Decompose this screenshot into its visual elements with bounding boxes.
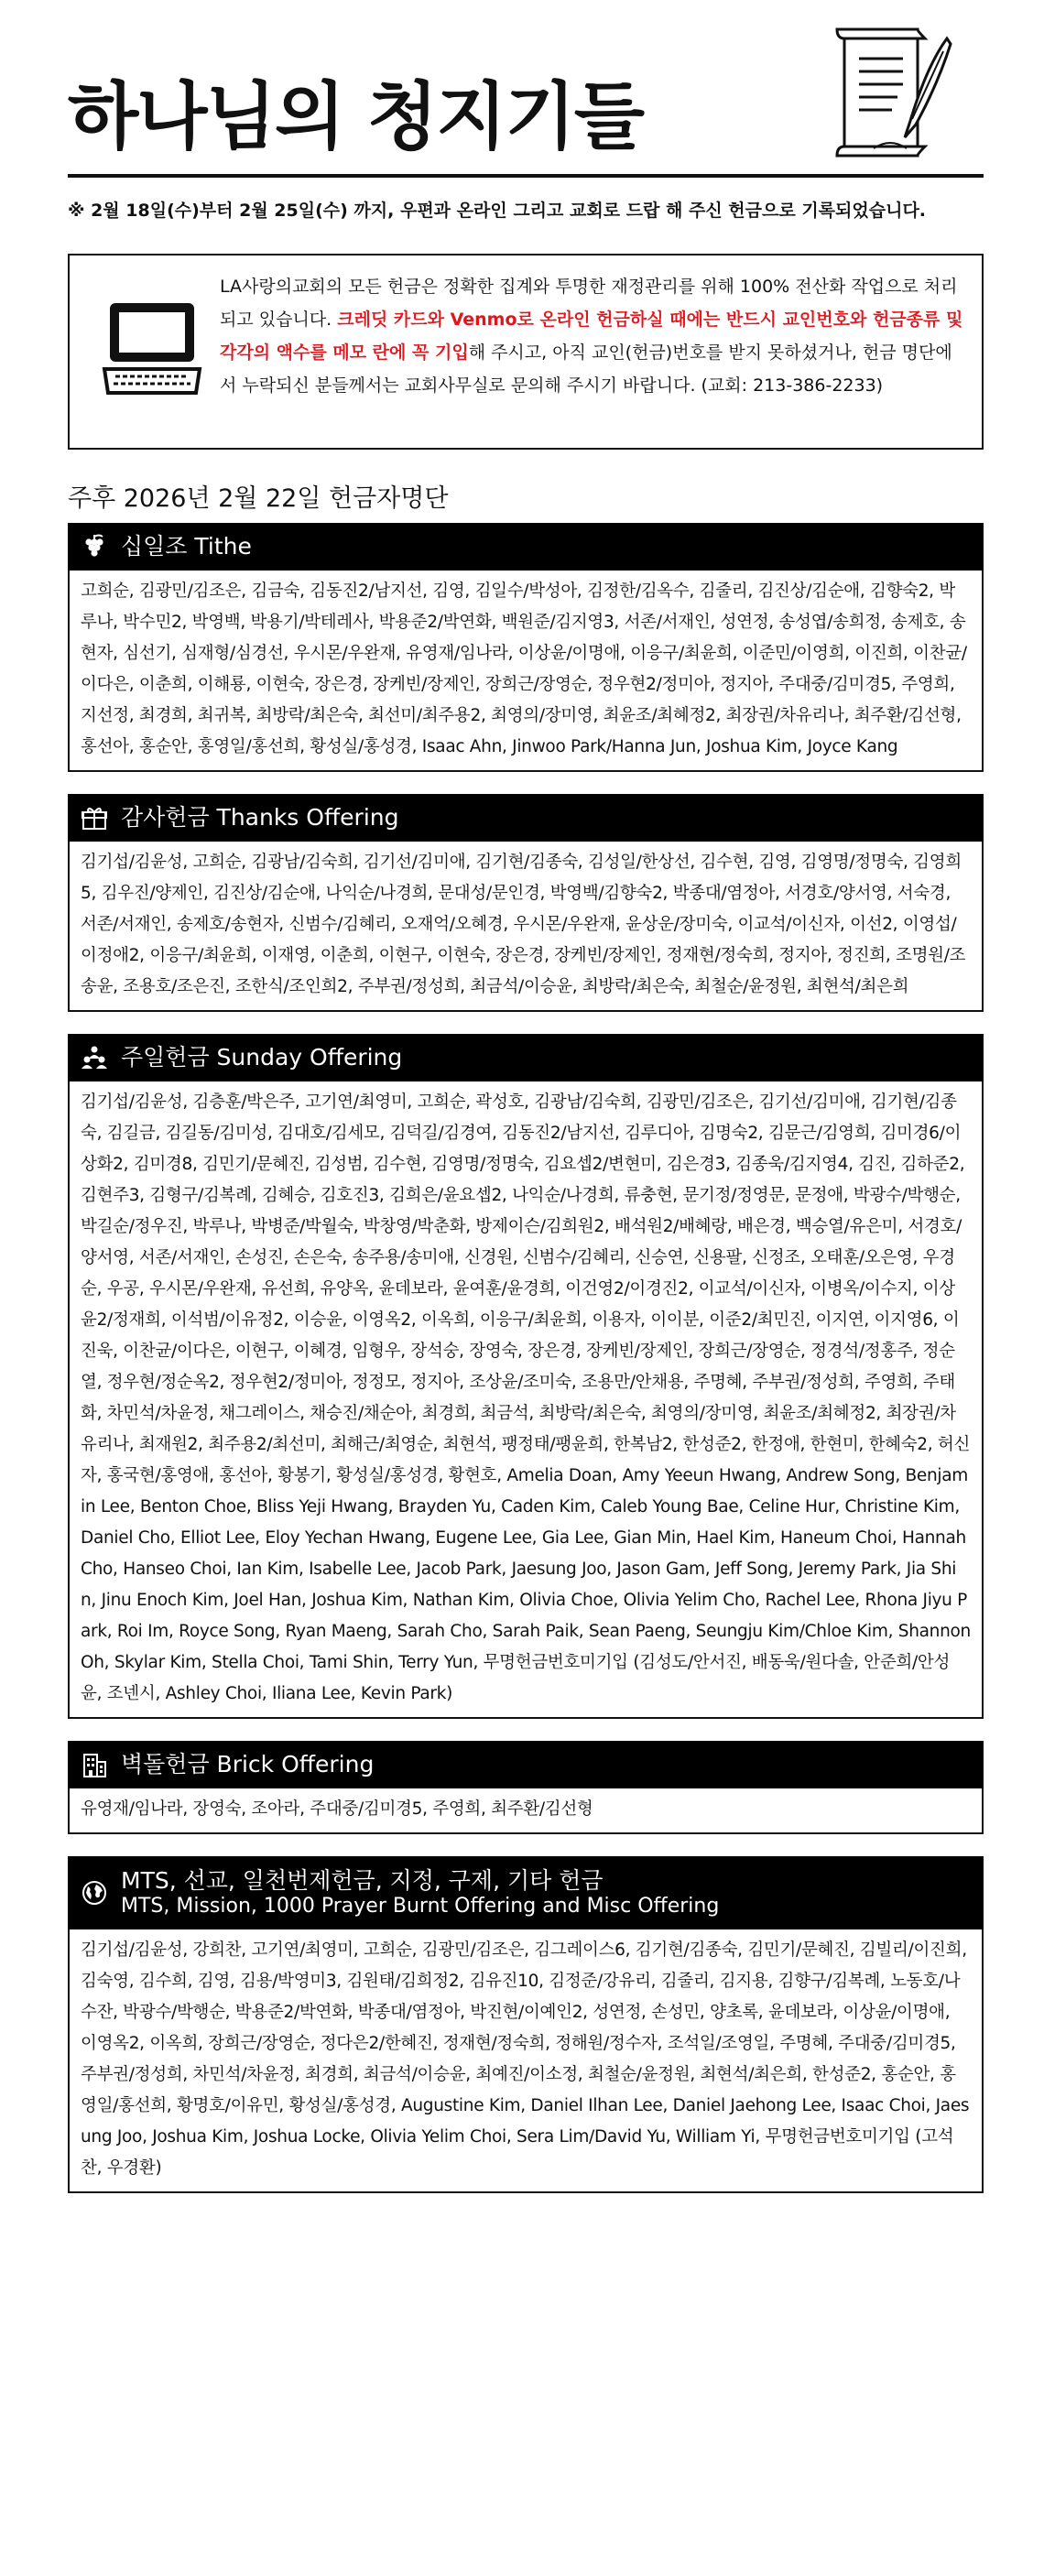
scroll-quill-icon: [810, 11, 965, 167]
misc-header: [68, 1856, 984, 1929]
computer-icon: [101, 298, 203, 398]
misc-title: [121, 1867, 719, 1918]
page-title: 하나님의 청지기들: [68, 74, 644, 159]
grapes-icon: [81, 533, 108, 560]
people-icon: [81, 1044, 108, 1071]
gift-icon: [81, 804, 108, 831]
tithe-names: 고희순, 김광민/김조은, 김금숙, 김동진2/남지선, 김영, 김일수/박성아, 김정한/김옥수, 김줄리, 김진상/김순애, 김향숙2, 박루나, 박수민2, 박영백, 박용기/박테레사, 박용준2/박연화, 백원준/김지영3, 서존/서재인, 성연정, 송성엽/송희정, 송제호, 송현자, 심선기, 심재형/심경선, 우시몬/우완재, 유영재/임나라, 이상윤/이명애, 이응구/최윤희, 이준민/이영희, 이진희, 이찬균/이다은, 이춘희, 이해룡, 이현숙, 장은경, 장케빈/장제인, 장희근/장영순, 정우현2/정미아, 정지아, 주대중/김미경5, 주영희, 지선정, 최경희, 최귀복, 최방락/최은숙, 최선미/최주용2, 최영의/장미영, 최윤조/최혜정2, 최장권/차유리나, 최주환/김선형, 홍선아, 홍순안, 홍영일/홍선희, 황성실/홍성경, Isaac Ahn, Jinwoo Park/Hanna Jun, Joshua Kim, Joyce Kang: [68, 571, 984, 772]
globe-icon: [81, 1879, 108, 1907]
tithe-header: [68, 523, 984, 571]
tithe-section: [68, 523, 984, 772]
info-text-normal-end: 해 주시고, 아직 교인(헌금)번호를 받지 못하셨거나, 헌금 명단에서 누락되신 분들께서는 교회사무실로 문의해 주시기 바랍니다. (교회: 213-386-2233): [220, 342, 952, 396]
thanks-title: 감사헌금 Thanks Offering: [121, 804, 399, 831]
sunday-names: 김기섭/김윤성, 김층훈/박은주, 고기연/최영미, 고희순, 곽성호, 김광남/김숙희, 김광민/김조은, 김기선/김미애, 김기현/김종숙, 김길금, 김길동/김미성, 김대호/김세모, 김덕길/김경여, 김동진2/남지선, 김루디아, 김명숙2, 김문근/김영희, 김미경6/이상화2, 김미경8, 김민기/문혜진, 김성범, 김수현, 김영명/정명숙, 김요셉2/변현미, 김은경3, 김종욱/김지영4, 김진, 김하준2, 김현주3, 김형구/김복례, 김혜승, 김호진3, 김희은/윤요셉2, 나익순/나경희, 류충현, 문기정/정영문, 문정애, 박광수/박행순, 박길순/정우진, 박루나, 박병준/박월숙, 박창영/박춘화, 방제이슨/김희원2, 배석원2/배혜랑, 배은경, 백승열/유은미, 서경호/양서영, 서존/서재인, 손성진, 손은숙, 송주용/송미애, 신경원, 신범수/김혜리, 신승연, 신용팔, 신정조, 오태훈/오은영, 우경순, 우공, 우시몬/우완재, 유선희, 유양옥, 윤데보라, 윤여훈/윤경희, 이건영2/이경진2, 이교석/이신자, 이병옥/이수지, 이상윤2/정재희, 이석범/이유정2, 이승윤, 이영옥2, 이옥희, 이응구/최윤희, 이용자, 이이분, 이준2/최민진, 이지연, 이지영6, 이진욱, 이찬균/이다은, 이현구, 이혜경, 임형우, 장석숭, 장영숙, 장은경, 장케빈/장제인, 장희근/장영순, 정경석/정홍주, 정순열, 정우현/정순옥2, 정우현2/정미아, 정정모, 정지아, 조상윤/조미숙, 조용만/안채용, 주명혜, 주부권/정성희, 주영희, 주태화, 차민석/차윤정, 채그레이스, 채승진/채순아, 최경희, 최금석, 최방락/최은숙, 최영의/장미영, 최윤조/최혜정2, 최장권/차유리나, 최재원2, 최주용2/최선미, 최해근/최영순, 최현석, 팽정태/팽윤희, 한복남2, 한성준2, 한정애, 한현미, 한혜숙2, 허신자, 홍국현/홍영애, 홍선아, 황봉기, 황성실/홍성경, 황현호, Amelia Doan, Amy Yeeun Hwang, Andrew Song, Benjamin Lee, Benton Choe, Bliss Yeji Hwang, Brayden Yu, Caden Kim, Caleb Young Bae, Celine Hur, Christine Kim, Daniel Cho, Elliot Lee, Eloy Yechan Hwang, Eugene Lee, Gia Lee, Gian Min, Hael Kim, Haneum Choi, Hannah Cho, Hanseo Choi, Ian Kim, Isabelle Lee, Jacob Park, Jaesung Joo, Jason Gam, Jeff Song, Jeremy Park, Jia Shin, Jinu Enoch Kim, Joel Han, Joshua Kim, Nathan Kim, Olivia Choe, Olivia Yelim Cho, Rachel Lee, Rhona Jiyu Park, Roi Im, Royce Song, Ryan Maeng, Sarah Cho, Sarah Paik, Sean Paeng, Seungju Kim/Chloe Kim, Shannon Oh, Skylar Kim, Stella Choi, Tami Shin, Terry Yun, 무명헌금번호미기입 (김성도/안서진, 배동욱/원다솔, 안준희/안성윤, 조넨시, Ashley Choi, Iliana Lee, Kevin Park): [68, 1081, 984, 1719]
info-text-highlight: 크레딧 카드와 Venmo로 온라인 헌금하실 때에는 반드시 교인번호와 헌금종류 및 각각의 액수를 메모 란에 꼭 기입: [220, 309, 963, 363]
thanks-header: [68, 794, 984, 842]
sunday-header: [68, 1034, 984, 1081]
info-text-normal: LA사랑의교회의 모든 헌금은 정확한 집계와 투명한 재정관리를 위해 100% 전산화 작업으로 처리되고 있습니다.: [220, 276, 958, 330]
thanks-names: 김기섭/김윤성, 고희순, 김광남/김숙희, 김기선/김미애, 김기현/김종숙, 김성일/한상선, 김수현, 김영, 김영명/정명숙, 김영희5, 김우진/양제인, 김진상/김순애, 나익순/나경희, 문대성/문인경, 박영백/김향숙2, 박종대/염정아, 서경호/양서영, 서숙경, 서존/서재인, 송제호/송현자, 신범수/김혜리, 오재억/오혜경, 우시몬/우완재, 윤상운/장미숙, 이교석/이신자, 이선2, 이영섭/이정애2, 이응구/최윤희, 이재영, 이춘희, 이현구, 이현숙, 장은경, 장케빈/장제인, 정재현/정숙희, 정지아, 정진희, 조명원/조송윤, 조용호/조은진, 조한식/조인희2, 주부권/정성희, 최금석/이승윤, 최방락/최은숙, 최철순/윤정원, 최현석/최은희: [68, 842, 984, 1012]
page-header: [68, 0, 984, 183]
tithe-title: 십일조 Tithe: [121, 533, 252, 560]
info-text: [220, 270, 965, 402]
misc-title-en: MTS, Mission, 1000 Prayer Burnt Offering and Misc Offering: [121, 1894, 720, 1918]
sunday-title: 주일헌금 Sunday Offering: [121, 1044, 403, 1071]
brick-names: 유영재/임나라, 장영숙, 조아라, 주대중/김미경5, 주영희, 최주환/김선형: [68, 1788, 984, 1834]
misc-names: 김기섭/김윤성, 강희찬, 고기연/최영미, 고희순, 김광민/김조은, 김그레이스6, 김기현/김종숙, 김민기/문혜진, 김빌리/이진희, 김숙영, 김수희, 김영, 김용/박영미3, 김원태/김희정2, 김유진10, 김정준/강유리, 김줄리, 김지용, 김향구/김복례, 노동호/나수잔, 박광수/박행순, 박용준2/박연화, 박종대/염정아, 박진현/이예인2, 성연정, 손성민, 양초록, 윤데보라, 이상윤/이명애, 이영옥2, 이옥희, 장희근/장영순, 정다은2/한혜진, 정재현/정숙희, 정해원/정수자, 조석일/조영일, 주명혜, 주대중/김미경5, 주부권/정성희, 차민석/차윤정, 최경희, 최금석/이승윤, 최예진/이소정, 최철순/윤정원, 최현석/최은희, 한성준2, 홍순안, 홍영일/홍선희, 황명호/이유민, 황성실/홍성경, Augustine Kim, Daniel Ilhan Lee, Daniel Jaehong Lee, Isaac Choi, Jaesung Joo, Joshua Kim, Joshua Locke, Olivia Yelim Choi, Sera Lim/David Yu, William Yi, 무명헌금번호미기입 (고석찬, 우경환): [68, 1929, 984, 2193]
period-notice: ※ 2월 18일(수)부터 2월 25일(수) 까지, 우편과 온라인 그리고 교회로 드랍 해 주신 헌금으로 기록되었습니다.: [68, 201, 927, 221]
info-box: [68, 254, 984, 450]
misc-section: [68, 1856, 984, 2193]
title-divider: [68, 174, 984, 178]
misc-title-ko: MTS, 선교, 일천번제헌금, 지정, 구제, 기타 헌금: [121, 1866, 604, 1894]
sunday-section: [68, 1034, 984, 1719]
brick-title: 벽돌헌금 Brick Offering: [121, 1751, 375, 1778]
brick-section: [68, 1741, 984, 1834]
brick-header: [68, 1741, 984, 1788]
list-date-heading: 주후 2026년 2월 22일 헌금자명단: [68, 484, 449, 513]
building-icon: [81, 1751, 108, 1778]
thanks-section: [68, 794, 984, 1012]
